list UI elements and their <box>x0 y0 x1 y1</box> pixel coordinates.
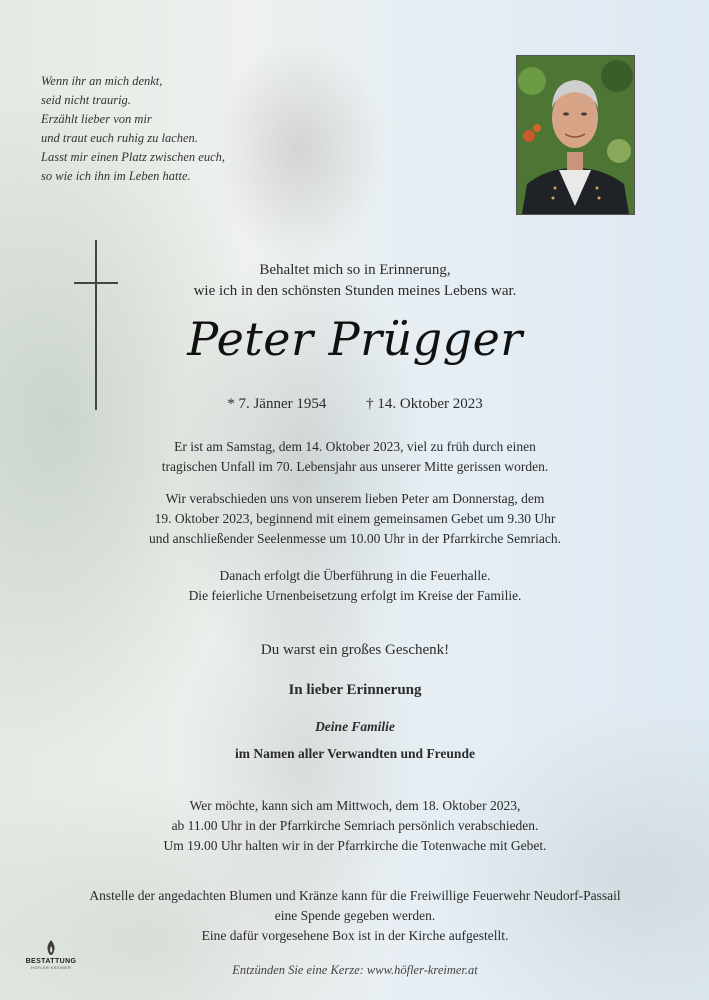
text-line: tragischen Unfall im 70. Lebensjahr aus unserer Mitte gerissen worden. <box>161 459 549 474</box>
text-line: Die feierliche Urnenbeisetzung erfolgt im Kreise der Familie. <box>188 588 522 603</box>
poem-line: Erzählt lieber von mir <box>41 112 152 126</box>
in-memory-heading: In lieber Erinnerung <box>288 682 422 698</box>
logo-subtitle: HÖFLER·KREIMER <box>31 965 71 970</box>
poem-line: so wie ich ihn im Leben hatte. <box>41 169 191 183</box>
deceased-name: Peter Prügger <box>187 312 523 366</box>
donation-paragraph <box>30 886 680 946</box>
text-line: eine Spende gegeben werden. <box>274 908 436 923</box>
farewell-paragraph <box>30 796 680 856</box>
logo-brand: BESTATTUNG <box>25 958 77 965</box>
announcement-paragraph <box>30 437 680 477</box>
candle-link[interactable]: Entzünden Sie eine Kerze: www.höfler-kreimer.at <box>232 963 478 977</box>
life-dates <box>30 396 680 413</box>
motto <box>30 260 680 302</box>
birth-date: * 7. Jänner 1954 <box>227 396 327 412</box>
text-line: Wer möchte, kann sich am Mittwoch, dem 18. Oktober 2023, <box>189 798 521 813</box>
portrait-photo <box>516 55 635 215</box>
text-line: ab 11.00 Uhr in der Pfarrkirche Semriach persönlich verabschieden. <box>171 818 539 833</box>
service-paragraph <box>30 489 680 549</box>
motto-line: Behaltet mich so in Erinnerung, <box>259 262 451 278</box>
death-date: † 14. Oktober 2023 <box>366 396 483 412</box>
flame-icon <box>44 939 58 957</box>
family-signature: Deine Familie <box>315 719 395 734</box>
text-line: und anschließender Seelenmesse um 10.00 Uhr in der Pfarrkirche Semriach. <box>149 531 561 546</box>
poem-line: Wenn ihr an mich denkt, <box>41 74 163 88</box>
text-line: Um 19.00 Uhr halten wir in der Pfarrkirche die Totenwache mit Gebet. <box>163 838 547 853</box>
relatives-line: im Namen aller Verwandten und Freunde <box>235 746 475 761</box>
text-line: 19. Oktober 2023, beginnend mit einem gemeinsamen Gebet um 9.30 Uhr <box>154 511 556 526</box>
burial-paragraph <box>30 566 680 606</box>
text-line: Danach erfolgt die Überführung in die Feuerhalle. <box>219 568 491 583</box>
text-line: Wir verabschieden uns von unserem lieben Peter am Donnerstag, dem <box>165 491 545 506</box>
poem-line: seid nicht traurig. <box>41 93 131 107</box>
text-line: Er ist am Samstag, dem 14. Oktober 2023, viel zu früh durch einen <box>174 439 536 454</box>
text-line: Eine dafür vorgesehene Box ist in der Kirche aufgestellt. <box>201 928 509 943</box>
motto-line: wie ich in den schönsten Stunden meines Lebens war. <box>193 283 517 299</box>
text-line: Anstelle der angedachten Blumen und Kränze kann für die Freiwillige Feuerwehr Neudorf-Passail <box>89 888 621 903</box>
quote: Du warst ein großes Geschenk! <box>260 642 450 658</box>
poem <box>41 72 341 186</box>
poem-line: Lasst mir einen Platz zwischen euch, <box>41 150 226 164</box>
poem-line: und traut euch ruhig zu lachen. <box>41 131 198 145</box>
